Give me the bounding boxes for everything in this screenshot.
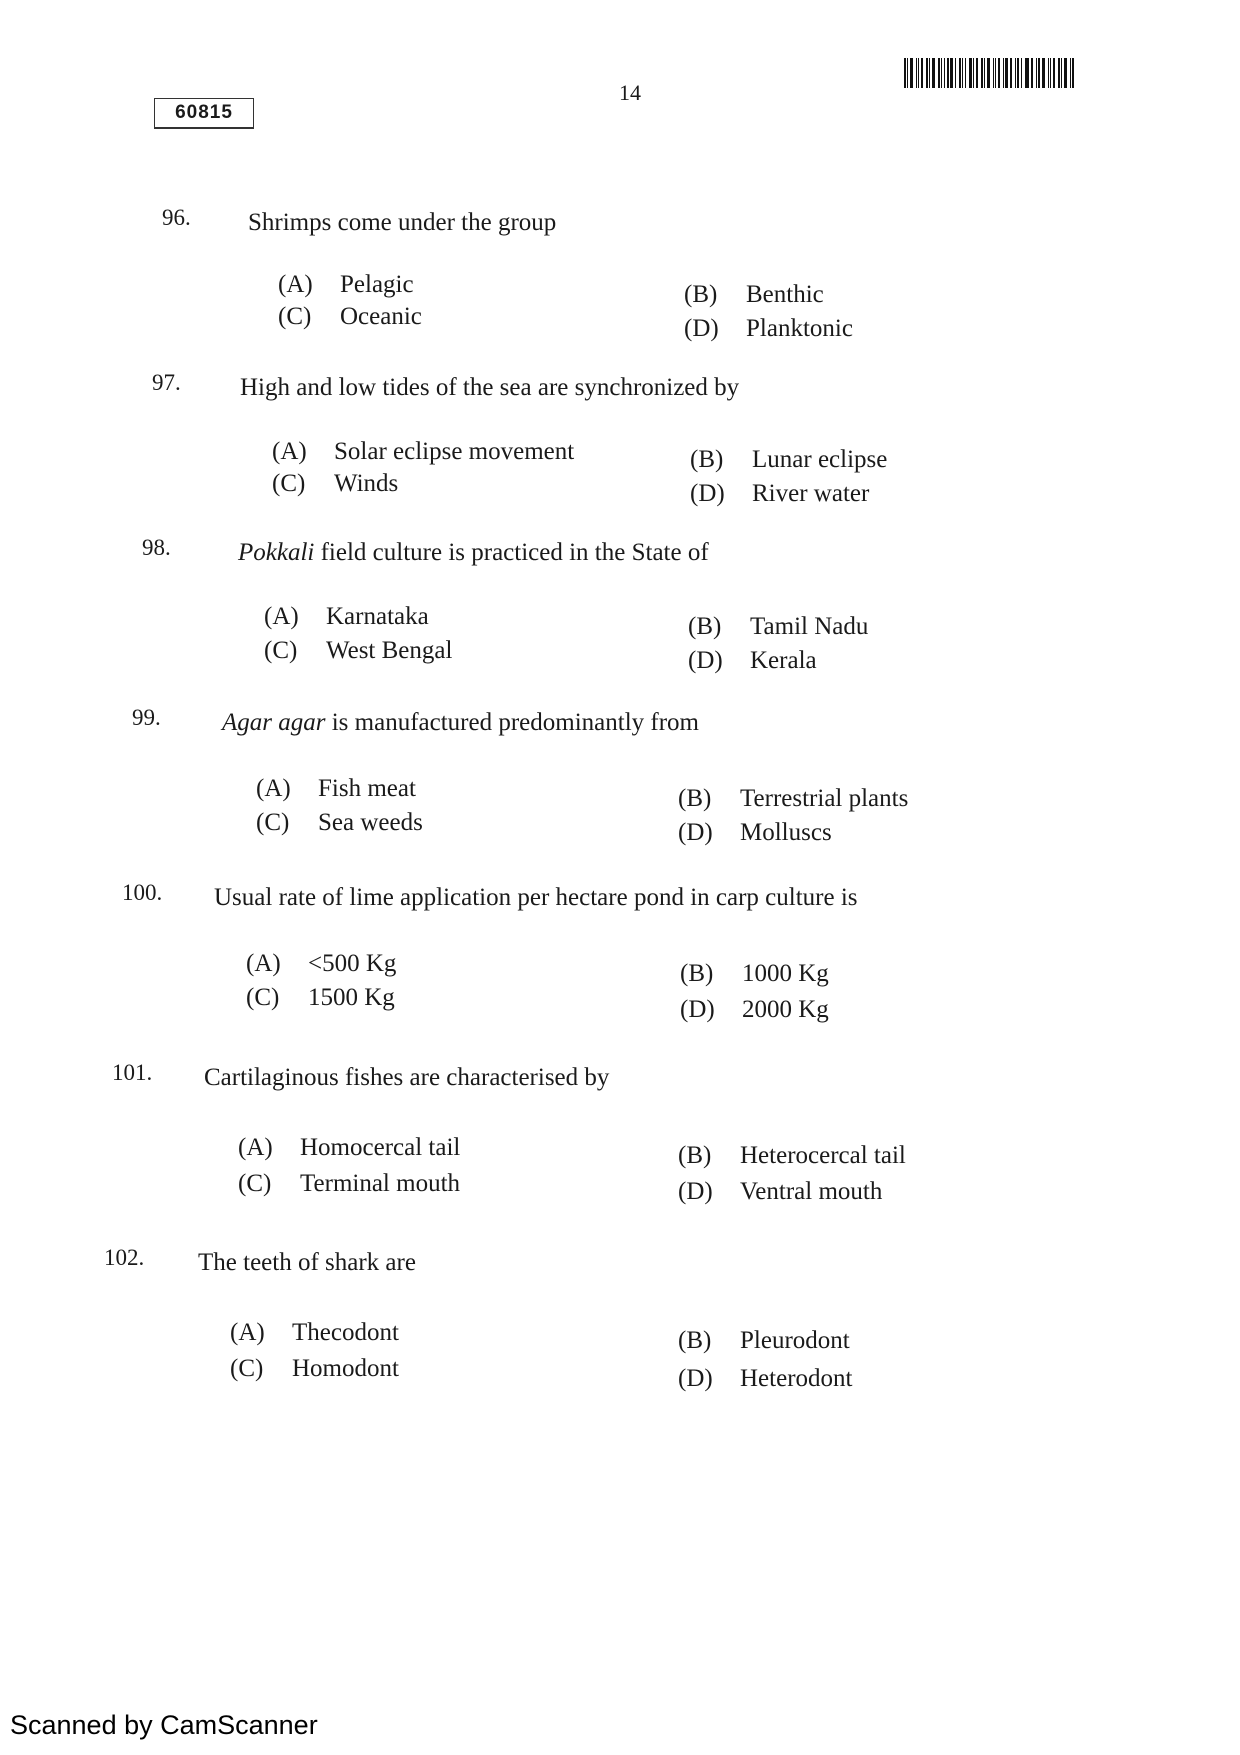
option-c: (C) 1500 Kg [246,984,395,1011]
barcode-bar [918,58,919,88]
barcode-bar [941,58,942,88]
option-d: (D) Heterodont [678,1365,853,1392]
barcode-bar [1064,58,1067,88]
option-a: (A) <500 Kg [246,950,397,977]
question-text: The teeth of shark are [198,1249,416,1276]
barcode-bar [929,58,930,88]
scanner-watermark: Scanned by CamScanner [10,1710,318,1740]
barcode-bar [947,58,949,88]
barcode-bar [1038,58,1040,88]
option-a: (A) Solar eclipse movement [272,438,575,465]
option-d: (D) Molluscs [678,819,832,846]
barcode-bar [1058,58,1060,88]
question-text: Usual rate of lime application per hectare pond in carp culture is [214,884,858,911]
barcode-bar [984,58,985,88]
option-d: (D) Planktonic [684,315,853,342]
question-number: 96. [162,205,191,230]
option-b: (B) Benthic [684,281,824,308]
barcode-bar [910,58,913,88]
question-text: Pokkali field culture is practiced in the State of [238,539,709,566]
barcode-bar [1031,58,1033,88]
option-b: (B) Tamil Nadu [688,613,869,640]
option-d: (D) Ventral mouth [678,1178,883,1205]
barcode-bar [921,58,923,88]
question-101 [0,1060,1240,1205]
option-c: (C) Terminal mouth [238,1170,461,1197]
option-a: (A) Fish meat [256,775,416,802]
option-b: (B) Lunar eclipse [690,446,888,473]
barcode-bar [932,58,935,88]
barcode-bar [993,58,994,88]
barcode-bar [962,58,963,88]
barcode-bar [938,58,940,88]
option-b: (B) Pleurodont [678,1327,850,1354]
barcode-bar [969,58,972,88]
question-text: High and low tides of the sea are synchronized by [240,374,740,401]
barcode-bar [1061,58,1062,88]
barcode-bar [973,58,974,88]
barcode-bar [1003,58,1004,88]
question-number: 97. [152,370,181,395]
question-number: 99. [132,705,161,730]
barcode [904,58,1076,88]
barcode-bar [907,58,908,88]
barcode-bar [965,58,966,88]
barcode-bar [1010,58,1012,88]
italic-term: Pokkali [238,539,315,566]
barcode-bar [981,58,983,88]
question-number: 102. [104,1245,145,1270]
barcode-bar [955,58,956,88]
barcode-bar [959,58,961,88]
option-b: (B) 1000 Kg [680,960,829,987]
paper-code: 60815 [154,98,254,129]
question-text: Shrimps come under the group [248,209,557,236]
option-a: (A) Thecodont [230,1319,399,1346]
question-number: 100. [122,880,163,905]
barcode-bar [1021,58,1022,88]
barcode-bar [995,58,996,88]
barcode-bar [976,58,978,88]
barcode-bar [950,58,953,88]
barcode-bar [904,58,906,88]
question-100 [0,880,1240,1023]
option-d: (D) River water [690,480,870,507]
option-c: (C) Winds [272,470,399,497]
barcode-bar [1070,58,1071,88]
barcode-bar [1072,58,1074,88]
question-text: Agar agar is manufactured predominantly from [222,709,699,736]
option-c: (C) Homodont [230,1355,399,1382]
question-number: 101. [112,1060,153,1085]
question-number: 98. [142,535,171,560]
barcode-bar [987,58,990,88]
option-c: (C) Sea weeds [256,809,423,836]
option-d: (D) Kerala [688,647,817,674]
option-d: (D) 2000 Kg [680,996,829,1023]
question-text: Cartilaginous fishes are characterised by [204,1064,610,1091]
barcode-bar [1017,58,1019,88]
barcode-bar [1025,58,1026,88]
barcode-bar [944,58,945,88]
option-b: (B) Terrestrial plants [678,785,909,812]
barcode-bar [998,58,1000,88]
barcode-bar [1005,58,1008,88]
question-96 [0,205,1240,345]
option-a: (A) Homocercal tail [238,1134,461,1161]
option-c: (C) West Bengal [264,637,453,664]
option-a: (A) Pelagic [278,271,414,298]
italic-term: Agar agar [222,709,326,736]
barcode-bar [916,58,917,88]
barcode-bar [1015,58,1016,88]
barcode-bar [926,58,928,88]
option-a: (A) Karnataka [264,603,429,630]
question-97 [0,370,1240,510]
barcode-bar [1042,58,1045,88]
option-b: (B) Heterocercal tail [678,1142,906,1169]
question-98 [0,535,1240,675]
barcode-bar [1036,58,1037,88]
question-102 [0,1245,1240,1392]
option-c: (C) Oceanic [278,303,422,330]
page-number: 14 [619,80,641,105]
question-99 [0,705,1240,845]
barcode-bar [1048,58,1049,88]
barcode-bar [1026,58,1029,88]
barcode-bar [1050,58,1051,88]
barcode-bar [1053,58,1055,88]
